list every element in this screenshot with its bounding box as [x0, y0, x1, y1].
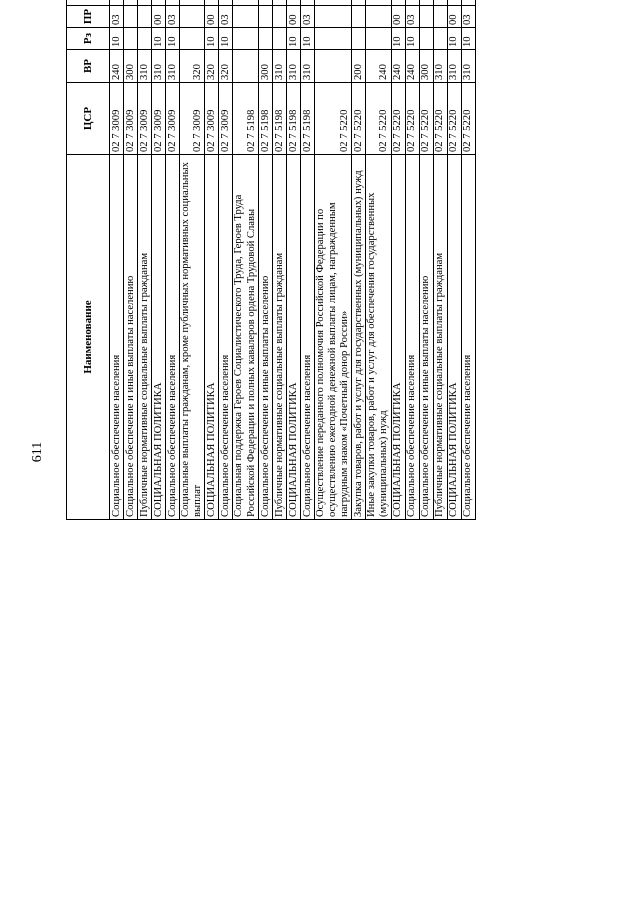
cell-sum-2014 — [138, 0, 152, 6]
cell-csr: 02 7 5220 — [461, 83, 475, 155]
header-vr: ВР — [67, 50, 110, 83]
cell-rz — [314, 28, 352, 50]
cell-pr — [272, 6, 286, 28]
cell-pr: 03 — [219, 6, 233, 28]
table-row — [166, 0, 180, 520]
table-row — [205, 0, 219, 520]
cell-vr: 320 — [205, 50, 219, 83]
table-row — [110, 0, 124, 520]
cell-sum-2014 — [205, 0, 219, 6]
cell-csr: 02 7 3009 — [180, 83, 205, 155]
cell-name: СОЦИАЛЬНАЯ ПОЛИТИКА — [152, 155, 166, 520]
cell-sum-2014 — [110, 0, 124, 6]
cell-rz — [138, 28, 152, 50]
header-csr: ЦСР — [67, 83, 110, 155]
cell-csr: 02 7 3009 — [138, 83, 152, 155]
cell-csr: 02 7 3009 — [205, 83, 219, 155]
cell-rz: 10 — [405, 28, 419, 50]
header-rz: Рз — [67, 28, 110, 50]
cell-pr: 00 — [447, 6, 461, 28]
table-row — [219, 0, 233, 520]
cell-sum-2014 — [419, 0, 433, 6]
cell-csr: 02 7 3009 — [124, 83, 138, 155]
cell-pr: 03 — [461, 6, 475, 28]
rotated-page-content — [66, 8, 551, 865]
cell-vr: 310 — [272, 50, 286, 83]
table-row — [366, 0, 391, 520]
cell-rz — [233, 28, 258, 50]
cell-vr: 200 — [352, 50, 366, 83]
cell-sum-2014 — [433, 0, 447, 6]
cell-name: Социальное обеспечение и иные выплаты населению — [124, 155, 138, 520]
table-row — [286, 0, 300, 520]
cell-sum-2014 — [152, 0, 166, 6]
cell-name: СОЦИАЛЬНАЯ ПОЛИТИКА — [205, 155, 219, 520]
cell-name: Социальное обеспечение и иные выплаты населению — [258, 155, 272, 520]
cell-rz: 10 — [391, 28, 405, 50]
cell-sum-2014 — [233, 0, 258, 6]
cell-sum-2014 — [366, 0, 391, 6]
cell-name: Социальное обеспечение населения — [405, 155, 419, 520]
cell-vr: 310 — [461, 50, 475, 83]
cell-rz: 10 — [286, 28, 300, 50]
page-number: 611 — [30, 441, 45, 463]
cell-rz — [124, 28, 138, 50]
cell-sum-2014 — [219, 0, 233, 6]
cell-pr — [433, 6, 447, 28]
cell-vr: 300 — [419, 50, 433, 83]
cell-rz — [258, 28, 272, 50]
cell-pr: 03 — [300, 6, 314, 28]
cell-pr — [352, 6, 366, 28]
cell-name: Осуществление переданного полномочия Российской Федерации по осуществлению ежегодной денежной выплаты лицам, награжденным нагрудным знаком «Почетный донор России» — [314, 155, 352, 520]
cell-sum-2014 — [447, 0, 461, 6]
cell-pr — [314, 6, 352, 28]
cell-rz: 10 — [300, 28, 314, 50]
cell-vr: 310 — [447, 50, 461, 83]
table-row — [391, 0, 405, 520]
cell-sum-2014 — [258, 0, 272, 6]
cell-vr: 240 — [405, 50, 419, 83]
table-row — [152, 0, 166, 520]
table-row — [461, 0, 475, 520]
cell-rz: 10 — [219, 28, 233, 50]
cell-sum-2014 — [124, 0, 138, 6]
cell-name: Публичные нормативные социальные выплаты гражданам — [272, 155, 286, 520]
cell-csr: 02 7 5220 — [433, 83, 447, 155]
cell-sum-2014 — [272, 0, 286, 6]
cell-pr: 00 — [205, 6, 219, 28]
cell-sum-2014 — [300, 0, 314, 6]
cell-vr: 240 — [110, 50, 124, 83]
cell-pr: 00 — [391, 6, 405, 28]
cell-csr: 02 7 3009 — [110, 83, 124, 155]
table-row — [419, 0, 433, 520]
table-row — [258, 0, 272, 520]
cell-csr: 02 7 5198 — [272, 83, 286, 155]
cell-csr: 02 7 5198 — [258, 83, 272, 155]
table-header-row — [67, 0, 110, 520]
cell-vr: 300 — [258, 50, 272, 83]
cell-csr: 02 7 5220 — [447, 83, 461, 155]
cell-sum-2014 — [180, 0, 205, 6]
table-row — [272, 0, 286, 520]
cell-csr: 02 7 5198 — [300, 83, 314, 155]
cell-csr: 02 7 3009 — [166, 83, 180, 155]
cell-rz — [366, 28, 391, 50]
cell-rz: 10 — [152, 28, 166, 50]
cell-csr: 02 7 3009 — [219, 83, 233, 155]
cell-rz: 10 — [205, 28, 219, 50]
cell-vr: 320 — [180, 50, 205, 83]
cell-rz: 10 — [447, 28, 461, 50]
cell-pr — [138, 6, 152, 28]
cell-sum-2014 — [461, 0, 475, 6]
table-row — [433, 0, 447, 520]
cell-pr: 00 — [286, 6, 300, 28]
cell-name: Социальное обеспечение населения — [110, 155, 124, 520]
rotated-table-wrapper — [66, 0, 551, 520]
cell-name: Социальные выплаты гражданам, кроме публичных нормативных социальных выплат — [180, 155, 205, 520]
cell-sum-2014 — [314, 0, 352, 6]
cell-csr: 02 7 5220 — [366, 83, 391, 155]
cell-pr — [124, 6, 138, 28]
cell-vr: 310 — [433, 50, 447, 83]
cell-vr — [233, 50, 258, 83]
table-row — [124, 0, 138, 520]
cell-csr: 02 7 5220 — [405, 83, 419, 155]
table-row — [352, 0, 366, 520]
header-name: Наименование — [67, 155, 110, 520]
table-row — [405, 0, 419, 520]
budget-table — [66, 0, 476, 520]
cell-pr — [180, 6, 205, 28]
cell-name: Социальное обеспечение населения — [166, 155, 180, 520]
cell-vr: 320 — [219, 50, 233, 83]
cell-name: Публичные нормативные социальные выплаты гражданам — [433, 155, 447, 520]
table-row — [447, 0, 461, 520]
cell-csr: 02 7 5220 — [391, 83, 405, 155]
cell-vr: 300 — [124, 50, 138, 83]
cell-pr — [233, 6, 258, 28]
cell-rz — [419, 28, 433, 50]
cell-vr: 310 — [138, 50, 152, 83]
cell-csr: 02 7 5220 — [352, 83, 366, 155]
cell-rz — [180, 28, 205, 50]
cell-pr — [419, 6, 433, 28]
cell-csr: 02 7 5220 — [419, 83, 433, 155]
cell-pr — [366, 6, 391, 28]
cell-vr: 310 — [300, 50, 314, 83]
cell-pr: 03 — [405, 6, 419, 28]
header-sum-2014 — [67, 0, 110, 6]
cell-name: Закупка товаров, работ и услуг для государственных (муниципальных) нужд — [352, 155, 366, 520]
cell-vr: 310 — [166, 50, 180, 83]
cell-sum-2014 — [166, 0, 180, 6]
cell-name: Социальное обеспечение населения — [300, 155, 314, 520]
cell-name: Социальное обеспечение и иные выплаты населению — [419, 155, 433, 520]
cell-csr: 02 7 5198 — [233, 83, 258, 155]
cell-csr: 02 7 3009 — [152, 83, 166, 155]
cell-name: Социальная поддержка Героев Социалистического Труда, Героев Труда Российской Федерации и полных кавалеров ордена Трудовой Славы — [233, 155, 258, 520]
cell-rz: 10 — [166, 28, 180, 50]
cell-vr: 240 — [366, 50, 391, 83]
cell-vr: 240 — [391, 50, 405, 83]
cell-pr: 03 — [110, 6, 124, 28]
cell-csr: 02 7 5198 — [286, 83, 300, 155]
cell-sum-2014 — [405, 0, 419, 6]
cell-pr: 00 — [152, 6, 166, 28]
cell-name: СОЦИАЛЬНАЯ ПОЛИТИКА — [447, 155, 461, 520]
cell-name: СОЦИАЛЬНАЯ ПОЛИТИКА — [391, 155, 405, 520]
cell-pr — [258, 6, 272, 28]
cell-vr: 310 — [286, 50, 300, 83]
cell-sum-2014 — [391, 0, 405, 6]
header-pr: ПР — [67, 6, 110, 28]
cell-name: Публичные нормативные социальные выплаты гражданам — [138, 155, 152, 520]
table-body — [110, 0, 476, 520]
cell-sum-2014 — [286, 0, 300, 6]
cell-name: СОЦИАЛЬНАЯ ПОЛИТИКА — [286, 155, 300, 520]
cell-rz — [352, 28, 366, 50]
table-row — [314, 0, 352, 520]
cell-pr: 03 — [166, 6, 180, 28]
cell-rz — [433, 28, 447, 50]
cell-vr — [314, 50, 352, 83]
cell-rz — [272, 28, 286, 50]
table-row — [180, 0, 205, 520]
cell-name: Иные закупки товаров, работ и услуг для обеспечения государственных (муниципальных) нужд — [366, 155, 391, 520]
cell-name: Социальное обеспечение населения — [461, 155, 475, 520]
table-row — [300, 0, 314, 520]
table-row — [138, 0, 152, 520]
cell-name: Социальное обеспечение населения — [219, 155, 233, 520]
cell-sum-2014 — [352, 0, 366, 6]
cell-vr: 310 — [152, 50, 166, 83]
cell-rz: 10 — [110, 28, 124, 50]
cell-csr: 02 7 5220 — [314, 83, 352, 155]
cell-rz: 10 — [461, 28, 475, 50]
table-row — [233, 0, 258, 520]
